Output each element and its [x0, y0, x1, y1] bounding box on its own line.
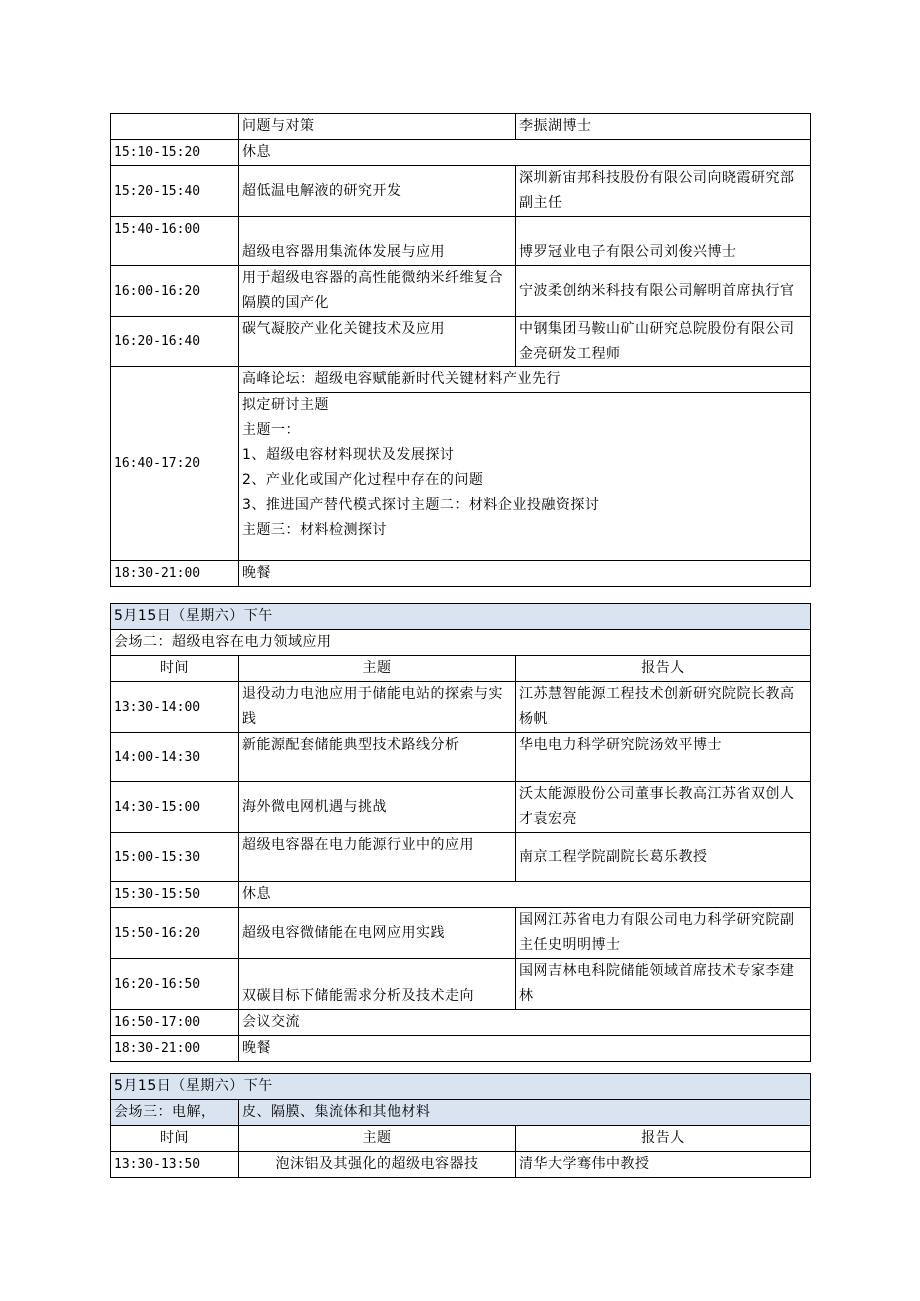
speaker-cell: 深圳新宙邦科技股份有限公司向晓霞研究部副主任	[516, 166, 811, 217]
column-header-time: 时间	[111, 656, 239, 682]
session-date: 5月15日（星期六）下午	[111, 604, 811, 630]
time-cell	[111, 114, 239, 140]
column-header-topic: 主题	[239, 656, 516, 682]
table-row	[111, 604, 811, 630]
venue-title: 会场二：超级电容在电力领域应用	[111, 630, 811, 656]
topic-cell: 用于超级电容器的高性能微纳米纤维复合隔膜的国产化	[239, 266, 516, 317]
schedule-table-3	[110, 1073, 811, 1178]
header-row	[111, 1126, 811, 1152]
speaker-cell: 沃太能源股份公司董事长教高江苏省双创人才袁宏亮	[516, 782, 811, 833]
time-cell: 14:00-14:30	[111, 733, 239, 782]
forum-line: 主题一：	[242, 422, 300, 438]
topic-cell: 超级电容器用集流体发展与应用	[239, 217, 516, 266]
topic-cell: 泡沫铝及其强化的超级电容器技	[239, 1152, 516, 1178]
header-row	[111, 656, 811, 682]
speaker-cell: 宁波柔创纳米科技有限公司解明首席执行官	[516, 266, 811, 317]
topic-cell: 会议交流	[239, 1010, 811, 1036]
table-row	[111, 833, 811, 882]
speaker-cell: 李振湖博士	[516, 114, 811, 140]
topic-cell: 晚餐	[239, 1036, 811, 1062]
column-header-speaker: 报告人	[516, 656, 811, 682]
table-row	[111, 140, 811, 166]
time-cell: 15:20-15:40	[111, 166, 239, 217]
topic-cell: 碳气凝胶产业化关键技术及应用	[239, 317, 516, 367]
speaker-cell: 博罗冠业电子有限公司刘俊兴博士	[516, 217, 811, 266]
speaker-cell	[516, 317, 811, 367]
topic-cell: 双碳目标下储能需求分析及技术走向	[239, 959, 516, 1010]
time-cell: 16:20-16:50	[111, 959, 239, 1010]
time-cell: 18:30-21:00	[111, 561, 239, 587]
column-header-speaker: 报告人	[516, 1126, 811, 1152]
speaker-cell: 华电电力科学研究院汤效平博士	[516, 733, 811, 782]
table-row	[111, 782, 811, 833]
forum-title: 高峰论坛：超级电容赋能新时代关键材料产业先行	[239, 367, 811, 393]
forum-line: 拟定研讨主题	[242, 397, 329, 413]
table-row	[111, 1036, 811, 1062]
topic-cell: 问题与对策	[239, 114, 516, 140]
table-row	[111, 266, 811, 317]
table-row	[111, 959, 811, 1010]
speaker-cell: 江苏慧智能源工程技术创新研究院院长教高杨帆	[516, 682, 811, 733]
column-header-topic: 主题	[239, 1126, 516, 1152]
speaker-cell: 国网吉林电科院储能领域首席技术专家李建林	[516, 959, 811, 1010]
table-row	[111, 1010, 811, 1036]
topic-cell: 退役动力电池应用于储能电站的探索与实践	[239, 682, 516, 733]
forum-line: 主题三：材料检测探讨	[242, 522, 387, 538]
table-row	[111, 561, 811, 587]
topic-cell: 海外微电网机遇与挑战	[239, 782, 516, 833]
time-cell: 15:00-15:30	[111, 833, 239, 882]
time-cell: 15:40-16:00	[111, 217, 239, 266]
speaker-cell: 南京工程学院副院长葛乐教授	[516, 833, 811, 882]
venue-subtitle: 皮、隔膜、集流体和其他材料	[239, 1100, 811, 1126]
table-row	[111, 682, 811, 733]
table-row	[111, 367, 811, 393]
time-cell: 15:50-16:20	[111, 908, 239, 959]
schedule-table-2	[110, 603, 811, 1062]
forum-line: 3、推进国产替代模式探讨主题二：材料企业投融资探讨	[242, 497, 600, 513]
forum-line: 2、产业化或国产化过程中存在的问题	[242, 472, 484, 488]
venue-title: 会场三：电解，	[111, 1100, 239, 1126]
table-row	[111, 1100, 811, 1126]
topic-cell: 休息	[239, 140, 811, 166]
time-cell: 13:30-14:00	[111, 682, 239, 733]
table-row	[111, 733, 811, 782]
table-row	[111, 1152, 811, 1178]
time-cell: 16:00-16:20	[111, 266, 239, 317]
session-date: 5月15日（星期六）下午	[111, 1074, 811, 1100]
table-row	[111, 882, 811, 908]
topic-cell: 超级电容微储能在电网应用实践	[239, 908, 516, 959]
forum-topics	[239, 393, 811, 561]
topic-cell: 超级电容器在电力能源行业中的应用	[239, 833, 516, 882]
speaker-text: 中钢集团马鞍山矿山研究总院股份有限公司金亮研发工程师	[519, 321, 795, 362]
topic-cell: 晚餐	[239, 561, 811, 587]
table-row	[111, 317, 811, 367]
schedule-table-1	[110, 113, 811, 587]
time-cell: 13:30-13:50	[111, 1152, 239, 1178]
table-row	[111, 630, 811, 656]
table-row	[111, 908, 811, 959]
time-cell: 15:10-15:20	[111, 140, 239, 166]
time-cell: 16:40-17:20	[111, 367, 239, 561]
time-cell: 15:30-15:50	[111, 882, 239, 908]
topic-cell: 休息	[239, 882, 811, 908]
topic-cell: 新能源配套储能典型技术路线分析	[239, 733, 516, 782]
forum-line: 1、超级电容材料现状及发展探讨	[242, 447, 455, 463]
table-row	[111, 217, 811, 266]
time-cell: 14:30-15:00	[111, 782, 239, 833]
table-row	[111, 1074, 811, 1100]
time-cell: 18:30-21:00	[111, 1036, 239, 1062]
speaker-cell: 清华大学骞伟中教授	[516, 1152, 811, 1178]
speaker-cell: 国网江苏省电力有限公司电力科学研究院副主任史明明博士	[516, 908, 811, 959]
time-cell: 16:50-17:00	[111, 1010, 239, 1036]
column-header-time: 时间	[111, 1126, 239, 1152]
time-cell: 16:20-16:40	[111, 317, 239, 367]
table-row	[111, 114, 811, 140]
table-row	[111, 166, 811, 217]
topic-cell: 超低温电解液的研究开发	[239, 166, 516, 217]
